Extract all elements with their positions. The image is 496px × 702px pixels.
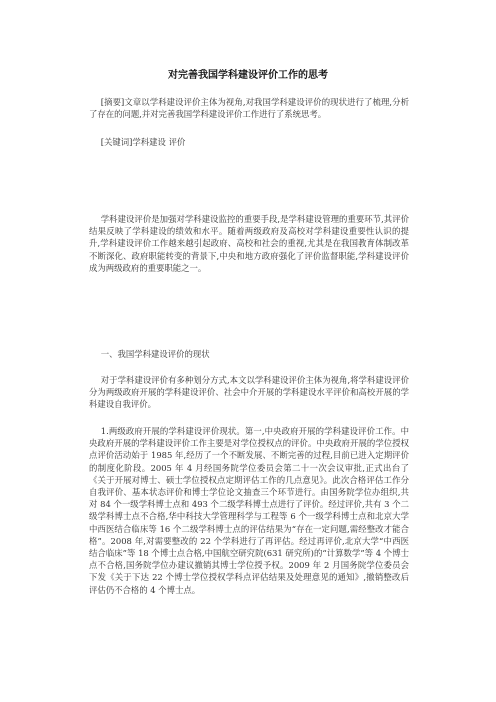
intro-paragraph: 学科建设评价是加强对学科建设监控的重要手段,是学科建设管理的重要环节,其评价结果反映了学科建设的绩效和水平。随着两级政府及高校对学科建设重要性认识的提升,学科建设评价工作越来越引起政府、高校和社会的重视,尤其是在我国教育体制改革不断深化、政府职能转变的背景下,中央和地方政府强化了评价监督职能,学科建设评价成为两级政府的重要职能之一。 bbox=[89, 214, 409, 273]
abstract-paragraph: [摘要]文章以学科建设评价主体为视角,对我国学科建设评价的现状进行了梳理,分析了存在的问题,并对完善我国学科建设评价工作进行了系统思考。 bbox=[89, 97, 409, 120]
document-title: 对完善我国学科建设评价工作的思考 bbox=[168, 70, 328, 81]
section-heading: 一、我国学科建设评价的现状 bbox=[100, 349, 210, 359]
body-paragraph: 1.两级政府开展的学科建设评价现状。第一,中央政府开展的学科建设评价工作。中央政府开展的学科建设评价工作主要是对学位授权点的评价。中央政府开展的学位授权点评价活动始于 1985 年,经历了一个不断发展、不断完善的过程,目前已进入定期评价的制度化阶段。2005 年 4 月经国务院学位委员会第二十一次会议审批,正式出台了《关于开展对博士、硕士学位授权点定期评估工作的几点意见》。此次合格评估工作分自我评价、基本状态评价和博士学位论文抽查三个环节进行。由国务院学位办组织,共对 84 个一级学科博士点和 493 个二级学科博士点进行了评价。经过评价,共有 3 个二级学科博士点不合格,华中科技大学管理科学与工程等 6 个一级学科博士点和北京大学中西医结合临床等 16 个二级学科博士点的评估结果为“存在一定问题,需经整改才能合格”。2008 年,对需要整改的 22 个学科进行了再评估。经过再评价,北京大学“中西医结合临床”等 18 个博士点合格,中国航空研究院(631 研究所)的“计算数学”等 4 个博士点不合格,国务院学位办建议撤销其博士学位授予权。2009 年 2 月国务院学位委员会下发《关于下达 22 个博士学位授权学科点评估结果及处理意见的通知》,撤销整改后评估仍不合格的 4 个博士点。 bbox=[89, 426, 409, 595]
body-paragraph: 对于学科建设评价有多种划分方式,本文以学科建设评价主体为视角,将学科建设评价分为两级政府开展的学科建设评价、社会中介开展的学科建设水平评价和高校开展的学科建设自我评价。 bbox=[89, 375, 409, 410]
keywords-line: [关键词]学科建设 评价 bbox=[100, 137, 186, 147]
